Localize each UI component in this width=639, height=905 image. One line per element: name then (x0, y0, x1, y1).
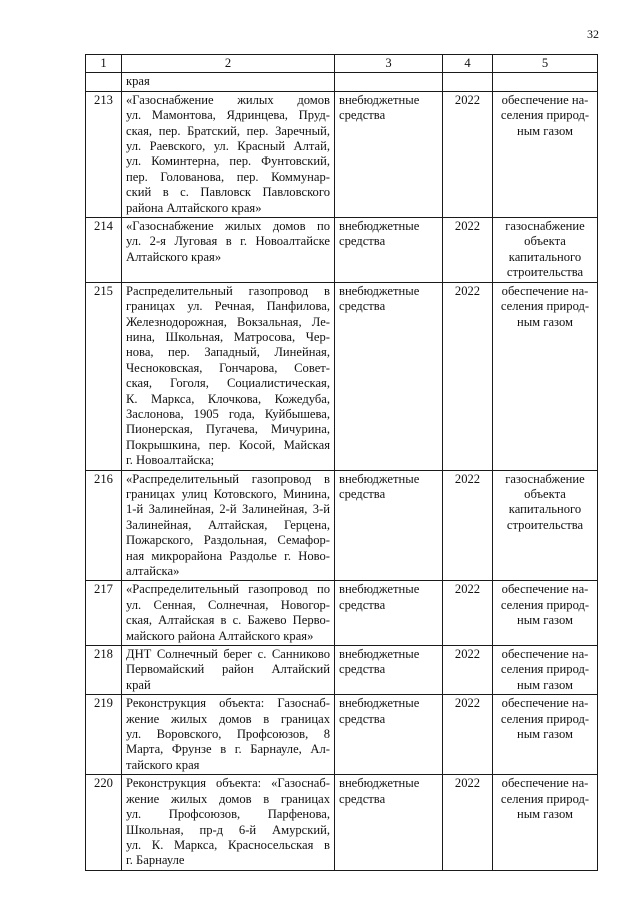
object-description-line: тайского края (126, 757, 200, 772)
funding-source-line: внебюджетные (339, 696, 420, 711)
row-number: 213 (86, 91, 122, 217)
header-col-2: 2 (122, 55, 335, 73)
object-description (122, 775, 335, 870)
object-description-line: Реконструкция объекта: Газоснаб- (126, 696, 330, 711)
object-description-line: ул. Воровского, Профсоюзов, 8 (126, 727, 330, 742)
object-description-line: нова, пер. Западный, Линейная, (126, 345, 330, 360)
object-description-line: нина, Школьная, Матросова, Чер- (126, 329, 330, 344)
object-description (122, 282, 335, 470)
object-description (122, 695, 335, 775)
object-description-line: Алтайского края» (126, 249, 222, 264)
header-col-5: 5 (493, 55, 598, 73)
funding-source-line: средства (339, 108, 386, 123)
object-description-line: Школьная, пр-д 6-й Амурский, (126, 822, 330, 837)
funding-source (335, 218, 443, 283)
funding-source (335, 282, 443, 470)
object-description (122, 73, 335, 91)
object-description-line: майского района Алтайского края» (126, 628, 314, 643)
purpose-line: селения природ- (500, 299, 590, 314)
object-description-line: ская, Гоголя, Социалистическая, (126, 376, 330, 391)
header-col-4: 4 (443, 55, 493, 73)
object-description (122, 218, 335, 283)
table-row (86, 218, 598, 283)
object-description-line: Чесноковская, Гончарова, Совет- (126, 360, 330, 375)
funding-source-line: средства (339, 597, 386, 612)
row-number (86, 73, 122, 91)
row-number: 215 (86, 282, 122, 470)
page-number: 32 (587, 27, 599, 41)
year: 2022 (443, 470, 493, 581)
object-description-line: ская, пер. Братский, пер. Заречный, (126, 123, 330, 138)
purpose-line: селения природ- (500, 662, 590, 677)
year: 2022 (443, 91, 493, 217)
funding-source-line: средства (339, 486, 386, 501)
object-description-line: «Газоснабжение жилых домов (126, 92, 330, 107)
object-description-line: ул. 2-я Луговая в г. Новоалтайске (126, 234, 330, 249)
row-number: 216 (86, 470, 122, 581)
funding-source-line: внебюджетные (339, 776, 420, 791)
funding-source-line: внебюджетные (339, 283, 420, 298)
object-description-line: Марта, Фрунзе в г. Барнауле, Ал- (126, 742, 330, 757)
table-row (86, 470, 598, 581)
object-description-line: района Алтайского края» (126, 200, 262, 215)
purpose-line: ным газом (516, 314, 573, 329)
purpose (493, 73, 598, 91)
funding-source (335, 581, 443, 646)
purpose (493, 581, 598, 646)
year: 2022 (443, 282, 493, 470)
funding-source-line: средства (339, 299, 386, 314)
year: 2022 (443, 581, 493, 646)
object-description-line: Заслонова, 1905 года, Куйбышева, (126, 406, 330, 421)
object-description-line: ул. Профсоюзов, Парфенова, (126, 807, 330, 822)
funding-source-line: средства (339, 791, 386, 806)
funding-source-line: средства (339, 234, 386, 249)
object-description-line: ная микрорайона Раздолье г. Ново- (126, 548, 330, 563)
object-description-line: жение жилых домов в границах (126, 711, 330, 726)
purpose-line: капитального (508, 502, 582, 517)
object-description-line: ДНТ Солнечный берег с. Санниково (126, 647, 330, 662)
row-number: 214 (86, 218, 122, 283)
object-description-line: Покрышкина, пер. Косой, Майская (126, 437, 330, 452)
object-description-line: г. Новоалтайска; (126, 453, 215, 468)
table-row (86, 91, 598, 217)
purpose-line: обеспечение на- (501, 582, 589, 597)
header-row (86, 55, 598, 73)
object-description-line: «Распределительный газопровод в (126, 471, 330, 486)
funding-source-line: средства (339, 711, 386, 726)
funding-source-line: внебюджетные (339, 219, 420, 234)
object-description-line: Железнодорожная, Вокзальная, Ле- (126, 314, 330, 329)
table-row (86, 73, 598, 91)
purpose-line: ным газом (516, 677, 573, 692)
purpose-line: капитального (508, 249, 582, 264)
object-description-line: Пожарского, Раздольная, Семафор- (126, 533, 330, 548)
object-description-line: границах ул. Речная, Панфилова, (126, 299, 330, 314)
purpose (493, 282, 598, 470)
purpose-line: обеспечение на- (501, 776, 589, 791)
funding-source (335, 775, 443, 870)
purpose-line: ным газом (516, 613, 573, 628)
object-description-line: «Распределительный газопровод по (126, 582, 330, 597)
object-description-line: Распределительный газопровод в (126, 283, 330, 298)
funding-source (335, 646, 443, 695)
row-number: 217 (86, 581, 122, 646)
object-description (122, 581, 335, 646)
funding-source (335, 73, 443, 91)
year: 2022 (443, 218, 493, 283)
object-description-line: Залинейная, Алтайская, Герцена, (126, 517, 330, 532)
purpose (493, 218, 598, 283)
object-description-line: г. Барнауле (126, 853, 185, 868)
table-body (86, 73, 598, 870)
object-description-line: ский в с. Павловск Павловского (126, 185, 330, 200)
funding-source (335, 470, 443, 581)
purpose-line: селения природ- (500, 791, 590, 806)
purpose (493, 470, 598, 581)
object-description-line: Пионерская, Пугачева, Мичурина, (126, 422, 330, 437)
purpose (493, 695, 598, 775)
object-description (122, 646, 335, 695)
row-number: 218 (86, 646, 122, 695)
row-number: 220 (86, 775, 122, 870)
year: 2022 (443, 775, 493, 870)
object-description-line: ул. Мамонтова, Ядринцева, Пруд- (126, 108, 330, 123)
funding-source (335, 695, 443, 775)
purpose (493, 91, 598, 217)
purpose-line: объекта (524, 234, 566, 249)
purpose-line: ным газом (516, 807, 573, 822)
funding-source (335, 91, 443, 217)
table-row (86, 581, 598, 646)
funding-source-line: внебюджетные (339, 471, 420, 486)
purpose-line: газоснабжение (505, 219, 585, 234)
purpose-line: обеспечение на- (501, 92, 589, 107)
object-description-line: пер. Голованова, пер. Коммунар- (126, 169, 330, 184)
purpose-line: обеспечение на- (501, 696, 589, 711)
purpose-line: обеспечение на- (501, 647, 589, 662)
object-description-line: ул. К. Маркса, Красносельская в (126, 837, 330, 852)
object-description-line: 1-й Залинейная, 2-й Залинейная, 3-й (126, 502, 330, 517)
object-description-line: ская, Алтайская в с. Бажево Перво- (126, 613, 330, 628)
object-description-line: края (126, 74, 150, 89)
infrastructure-table (85, 54, 598, 871)
purpose-line: селения природ- (500, 711, 590, 726)
header-col-3: 3 (335, 55, 443, 73)
year: 2022 (443, 695, 493, 775)
purpose-line: строительства (506, 517, 584, 532)
year: 2022 (443, 646, 493, 695)
object-description-line: ул. Сенная, Солнечная, Новогор- (126, 597, 330, 612)
purpose (493, 775, 598, 870)
object-description (122, 470, 335, 581)
purpose-line: объекта (524, 486, 566, 501)
object-description-line: ул. Коминтерна, пер. Фунтовский, (126, 154, 330, 169)
object-description-line: Реконструкция объекта: «Газоснаб- (126, 776, 330, 791)
year (443, 73, 493, 91)
purpose-line: ным газом (516, 727, 573, 742)
object-description-line: К. Маркса, Клочкова, Кожедуба, (126, 391, 330, 406)
funding-source-line: внебюджетные (339, 92, 420, 107)
funding-source-line: средства (339, 662, 386, 677)
table-row (86, 775, 598, 870)
purpose-line: газоснабжение (505, 471, 585, 486)
table-row (86, 282, 598, 470)
funding-source-line: внебюджетные (339, 582, 420, 597)
purpose-line: обеспечение на- (501, 283, 589, 298)
object-description-line: край (126, 677, 151, 692)
funding-source-line: внебюджетные (339, 647, 420, 662)
object-description-line: жение жилых домов в границах (126, 791, 330, 806)
table-row (86, 695, 598, 775)
table-row (86, 646, 598, 695)
row-number: 219 (86, 695, 122, 775)
purpose-line: селения природ- (500, 597, 590, 612)
header-col-1: 1 (86, 55, 122, 73)
object-description-line: ул. Раевского, ул. Красный Алтай, (126, 139, 330, 154)
purpose (493, 646, 598, 695)
object-description-line: границах улиц Котовского, Минина, (126, 486, 330, 501)
object-description-line: алтайска» (126, 564, 180, 578)
purpose-line: строительства (506, 265, 584, 280)
purpose-line: ным газом (516, 123, 573, 138)
object-description-line: «Газоснабжение жилых домов по (126, 219, 330, 234)
purpose-line: селения природ- (500, 108, 590, 123)
object-description-line: Первомайский район Алтайский (126, 662, 330, 677)
object-description (122, 91, 335, 217)
